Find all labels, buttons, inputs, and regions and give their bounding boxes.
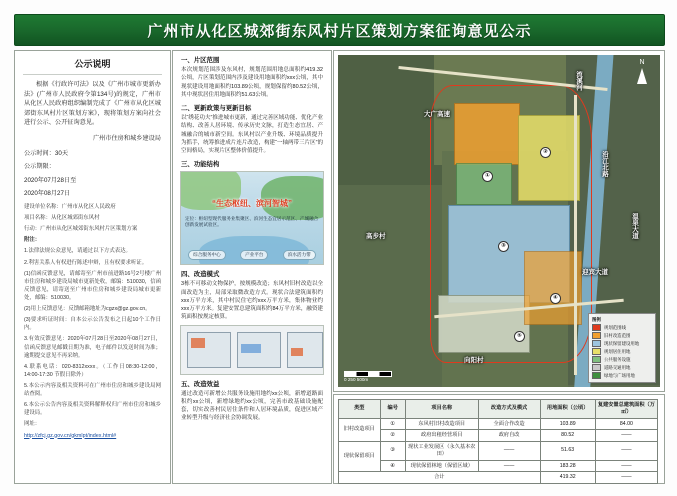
map-parcel-renovation [454,103,520,165]
note-item: 1.法律法规公众意见，请通过以下方式表达。 [24,248,131,255]
concept-tag: 综合服务中心 [188,250,226,260]
page-title-text: 广州市从化区城郊街东风村片区策划方案征询意见公示 [147,22,532,40]
notice-period-block [15,149,170,199]
map-parcel-public [456,163,512,205]
cell-no: ④ [380,460,405,472]
concept-tag: 滨水活力带 [283,250,316,260]
legend-swatch [592,364,601,371]
note-item: (2)用上反馈意见：反馈邮箱地址为cgzx@gz.gov.cn。 [24,306,151,313]
map-marker[interactable]: ① [482,171,493,182]
legend-label: 公共服务设施 [604,356,631,362]
diagram-highlight [191,338,205,348]
notice-column [14,50,171,484]
table-row [339,430,658,442]
legend-item [592,332,652,339]
note-item: 3.有效反馈意见：2020年07月28日至2020年08月27日，信函反馈意见邮戳日期为准，电子邮件以发送时间为准；逾期提交意见不再采纳。 [24,336,161,359]
map-marker[interactable]: ⑤ [514,331,525,342]
cell-name: 现状工业发展区（永久基本农田） [405,442,478,461]
map-label: 高步村 [366,233,386,240]
notice-site-url[interactable]: http://zfcj.gz.gov.cn/gkmlpt/index.html# [24,432,117,439]
cell-name: 政府出租经营项目 [405,430,478,442]
map-parcel-residential [518,115,580,201]
legend-item [592,324,652,331]
cell-type: 旧村改造项目 [339,418,381,442]
legend-swatch [592,356,601,363]
notice-date-start: 2020年07月28日至 [24,176,77,184]
map-label: 流溪河 [575,71,582,91]
col-name: 项目名称 [405,400,478,419]
col-area: 用地面积（公顷） [540,400,595,419]
cell-gfa: 84.00 [595,418,657,430]
plan-section-5-text: 通过改造可新增公共服务设施用地约xx公顷，新增道路面积约xx公顷，新增绿地约xx公顷，完善市政基础设施配套，切实改善村民居住条件和人居环境品质，促进区域产业转型升级与经济社会协调发展。 [181,390,323,422]
cell-name: 现状保留林地（保留区域） [405,460,478,472]
cell-area: 80.52 [540,430,595,442]
map-marker[interactable]: ④ [550,293,561,304]
map-parcel-other [438,295,530,353]
notice-project-alt: 行动：广州市从化区城郊街东风村片区策划方案 [24,226,138,233]
legend-item [592,364,652,371]
compass-north-label: N [639,59,645,66]
col-no: 编号 [380,400,405,419]
cell-mode: —— [478,460,540,472]
concept-slogan: “生态枢纽、滨河智城” [212,199,292,209]
cell-type: 现状保留项目 [339,442,381,472]
compass-icon [630,59,654,95]
notice-paragraph: 根据《行政许可法》以及《广州市城市更新办法》(广州市人民政府令第134号)的规定，广州市从化区人民政府组织编制完成了《广州市从化区城郊街东风村片区策划方案》，现将策划方案向社会进行公示、公开征询意见。 [24,81,161,127]
cell-name: 东风村旧村改造项目 [405,418,478,430]
concept-tags [181,250,323,260]
plan-section-2-body [173,114,331,155]
compass-needle [637,68,647,84]
diagram-highlight [241,344,261,353]
map-label: 大广高速 [424,111,450,118]
map-label: 温泉大道 [631,213,638,239]
legend-swatch [592,332,601,339]
notice-notes [15,236,170,439]
notice-approval: 建设单位名称：广州市从化区人民政府 [24,204,116,211]
diagram-highlight [291,348,303,356]
map-label: 沿江北路 [601,151,608,177]
legend-item [592,372,652,379]
legend-label: 道路交通用地 [604,364,631,370]
legend-label: 现状保留建设用地 [604,340,640,346]
note-item: 6.本公示公告内容及相关资料解释权归广州市住房和城乡建设局。 [24,402,161,417]
col-mode: 改造方式及模式 [478,400,540,419]
note-item: (1)信函反馈意见，请邮寄至广州市前进路16号2号楼广州市住房和城乡建设局城市更新处收，邮编：510030，信函反馈意见，请寄送至广州市住房和城乡建设局城市更新处，邮编：510030。 [24,270,161,301]
notice-project-block [15,203,170,233]
map-marker[interactable]: ③ [498,241,509,252]
scale-label: 0 250 500m [344,377,369,382]
notice-title: 公示说明 [74,59,111,69]
legend-swatch [592,340,601,347]
plan-section-4-body [173,280,331,321]
concept-subtitle: 定位：枢纽型现代服务业集聚区、滨河生态宜居示范区、产城融合创新发展试验区。 [185,216,319,228]
note-site-label: 网址： [24,421,41,428]
notice-period-days: 公示时间：30天 [24,149,69,157]
table-header-row [339,400,658,419]
map-scale [344,371,392,382]
note-item: 5.本公示内容及相关资料可在广州市住房和城乡建设局网站查阅。 [24,382,161,398]
plan-column [172,50,332,484]
cell-no: ② [380,430,405,442]
cell-area: 103.89 [540,418,595,430]
cell-mode: 政府自改 [478,430,540,442]
page-title [14,14,665,46]
plan-section-5-title: 五、改造效益 [181,380,220,388]
legend-title-text: 图例 [592,317,601,322]
cell-mode: 全面合作改造 [478,418,540,430]
table-row [339,418,658,430]
legend-label: 规划范围线 [604,324,626,330]
concept-tag: 产业平台 [240,250,268,260]
legend-label: 绿地与广场用地 [604,372,635,378]
project-table-panel [333,394,665,484]
legend-label: 旧村改造范围 [604,332,631,338]
col-gfa: 复建安置总建筑面积（万㎡） [595,400,657,419]
notice-date-end: 2020年08月27日 [24,190,71,198]
cell-mode: —— [478,442,540,461]
legend-label: 规划居住用地 [604,348,631,354]
cell-area: 183.28 [540,460,595,472]
col-type: 类型 [339,400,381,419]
plan-section-5-body [173,390,331,423]
note-item: 4.联系电话：020-8312xxxx。（工作日08:30-12:00，14:00-17:30 节假日除外） [24,363,161,378]
renovation-mode-diagram [180,325,324,375]
plan-section-1-body [173,66,331,99]
legend-item [592,340,652,347]
plan-section-1-text: 本次规划范围涉及东风村，规划范围用地总面积约419.32公顷，片区策划范围内涉及建设用地面积约xxx公顷，其中现状建设用地面积约103.89公顷，规划保留约80.52公顷，其中现状居住用地面积约51.63公顷。 [181,67,323,98]
cell-gfa: —— [595,442,657,461]
cell-no: ③ [380,442,405,461]
note-item: 2.利害关系人有权进行陈述申辩，且有权要求听证。 [24,259,148,266]
total-gfa: —— [595,472,657,484]
table-row [339,442,658,461]
legend-item [592,356,652,363]
map-label: 迎宾大道 [582,269,608,276]
project-table [338,399,658,484]
plan-section-2-title: 二、更新政策与更新目标 [181,105,252,112]
notes-title: 附注： [24,237,41,244]
table-total-row [339,472,658,484]
plan-section-4-title: 四、改造模式 [181,271,220,279]
note-item: (3)要求听证时间：自本公示公告发布之日起10个工作日内。 [24,317,161,332]
concept-diagram [180,171,324,265]
site-map[interactable] [338,55,660,387]
plan-section-4-text: 3栋不可移动文物保护，按规模改造；东风村旧村改造以全面改造为主，局部采取微改造方式。现状合法建筑面积约xxx万平方米，其中村民住宅约xxx万平方米，集体物业约xxx万平方米。复建安置总建筑面积约84万平方米，融资建筑面积按规定核算。 [181,281,323,321]
map-road [574,95,577,375]
plan-section-3-title: 三、功能结构 [181,161,220,169]
legend-title [592,317,652,323]
table-row [339,460,658,472]
legend-swatch [592,372,601,379]
plan-section-1-title: 一、片区范围 [181,57,220,64]
map-legend [588,313,656,383]
legend-swatch [592,324,601,331]
divider [23,74,162,75]
map-label: 向阳村 [464,357,484,364]
notice-project: 项目名称：从化区城郊街东风村 [24,215,100,222]
total-area: 419.32 [540,472,595,484]
legend-swatch [592,348,601,355]
plan-section-2-text: 以“绣花功夫”推进城市更新，通过完善区域功能、优化产业结构、改善人居环境、传承历史文脉，打造生态宜居、产城融合的城市新空间。东风村以产业升级、环境品质提升为抓手，统筹推进成片连片改造，构建“一轴两带三片区”的空间格局，实现片区整体价值提升。 [181,115,323,154]
notice-issuer: 广州市住房和城乡建设局 [92,135,161,143]
map-marker[interactable]: ② [540,147,551,158]
legend-item [592,348,652,355]
cell-area: 51.63 [540,442,595,461]
cell-gfa: —— [595,460,657,472]
cell-gfa: —— [595,430,657,442]
notice-body [15,80,170,128]
total-label: 合计 [339,472,541,484]
cell-no: ① [380,418,405,430]
map-panel [333,50,665,392]
notice-issuer-block [15,134,170,145]
notice-period-label: 公示期限： [24,163,55,171]
